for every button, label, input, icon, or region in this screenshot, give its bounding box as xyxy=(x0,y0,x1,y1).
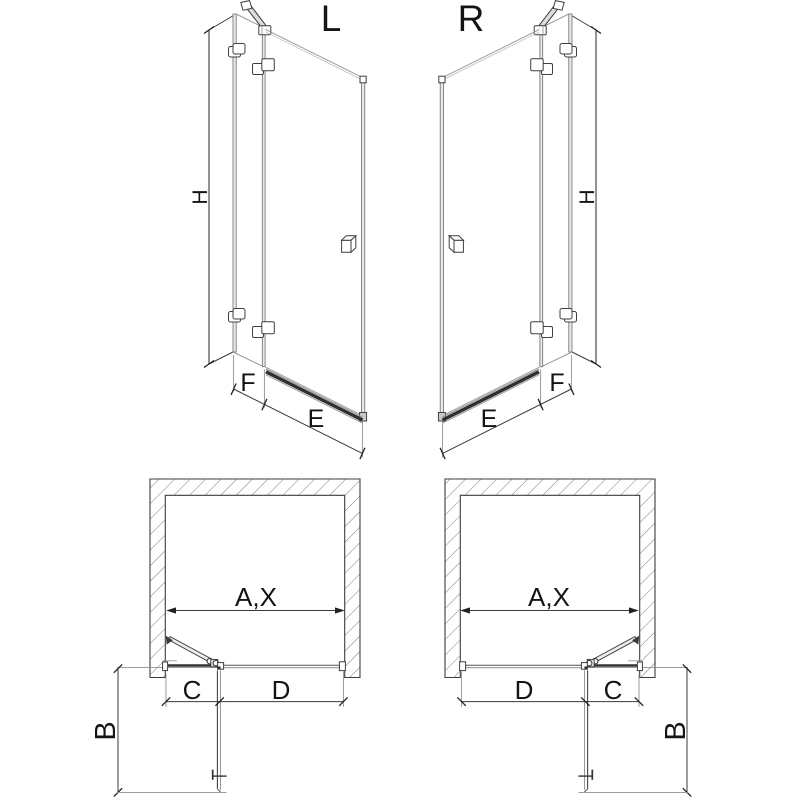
right-plan-view xyxy=(445,479,691,797)
left-plan-view xyxy=(114,479,360,797)
dim-label-b-right: B xyxy=(660,721,692,741)
variant-label-left: L xyxy=(320,0,342,39)
dim-label-height-left: H xyxy=(189,189,212,205)
niche-wall-right xyxy=(445,479,655,678)
dim-label-d-right: D xyxy=(514,675,534,705)
dim-label-fixed-width-left: F xyxy=(240,369,256,397)
dim-label-fixed-width-right: F xyxy=(549,369,565,397)
dim-label-opening-right: A,X xyxy=(528,582,570,612)
plan-left xyxy=(114,607,348,796)
niche-wall-left xyxy=(150,479,360,678)
dim-label-c-right: C xyxy=(603,675,623,705)
plan-right xyxy=(457,607,691,796)
dim-label-opening-left: A,X xyxy=(235,582,277,612)
door-3d-left xyxy=(204,1,367,460)
variant-label-right: R xyxy=(457,0,485,39)
labels xyxy=(90,0,692,741)
dim-label-door-width-right: E xyxy=(480,405,498,433)
dim-label-c-left: C xyxy=(182,675,202,705)
right-door-isometric xyxy=(438,1,601,460)
dim-label-d-left: D xyxy=(271,675,291,705)
dim-label-door-width-left: E xyxy=(307,405,325,433)
dim-label-height-right: H xyxy=(576,189,599,205)
door-3d-right xyxy=(438,1,601,460)
dim-label-b-left: B xyxy=(90,721,122,741)
left-door-isometric xyxy=(204,1,367,460)
